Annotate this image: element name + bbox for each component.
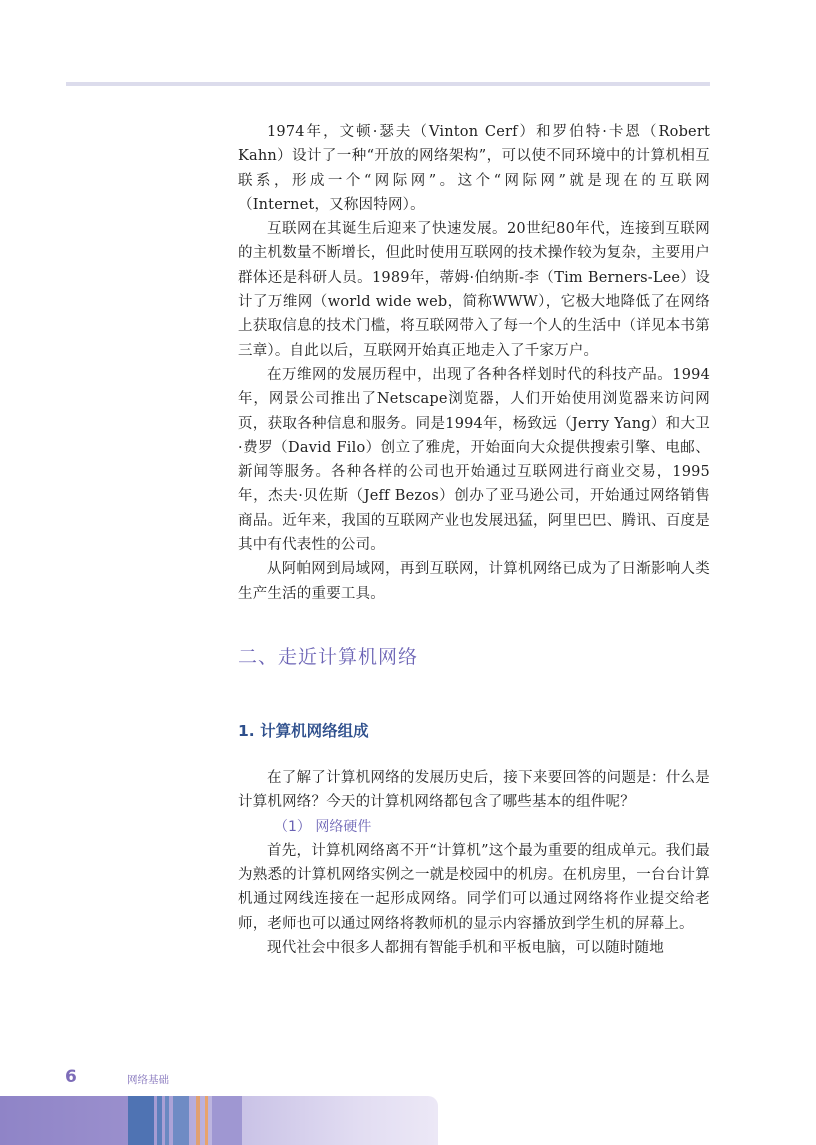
decor-bar <box>212 1096 242 1145</box>
header-rule <box>66 82 710 86</box>
decor-bar <box>173 1096 189 1145</box>
paragraph: 现代社会中很多人都拥有智能手机和平板电脑，可以随时随地 <box>267 940 664 957</box>
decor-bar <box>196 1096 200 1145</box>
body-text-bottom <box>238 766 710 960</box>
item-label: （1） 网络硬件 <box>274 818 372 835</box>
footer-decoration <box>0 1096 438 1145</box>
book-title: 网络基础 <box>127 1074 169 1086</box>
subsection-title: 1. 计算机网络组成 <box>238 722 369 740</box>
decor-bar <box>165 1096 169 1145</box>
paragraph: 从阿帕网到局域网，再到互联网，计算机网络已成为了日渐影响人类生产生活的重要工具。 <box>238 561 710 602</box>
page-number: 6 <box>65 1067 77 1087</box>
paragraph: 在了解了计算机网络的发展历史后，接下来要回答的问题是：什么是计算机网络？今天的计算机网络都包含了哪些基本的组件呢？ <box>238 770 710 811</box>
decor-bar <box>128 1096 154 1145</box>
paragraph: 1974年，文顿·瑟夫（Vinton Cerf）和罗伯特·卡恩（Robert Kahn）设计了一种“开放的网络架构”，可以使不同环境中的计算机相互联系，形成一个“网际网”。这个“网际网”就是现在的互联网（Internet，又称因特网）。 <box>238 124 710 213</box>
decor-bar <box>205 1096 208 1145</box>
paragraph: 在万维网的发展历程中，出现了各种各样划时代的科技产品。1994年，网景公司推出了Netscape浏览器，人们开始使用浏览器来访问网页，获取各种信息和服务。同是1994年，杨致远（Jerry Yang）和大卫·费罗（David Filo）创立了雅虎，开始面向大众提供搜索引擎、电邮、新闻等服务。各种各样的公司也开始通过互联网进行商业交易，1995年，杰夫·贝佐斯（Jeff Bezos）创办了亚马逊公司，开始通过网络销售商品。近年来，我国的互联网产业也发展迅猛，阿里巴巴、腾讯、百度是其中有代表性的公司。 <box>238 366 710 554</box>
section-title: 二、走近计算机网络 <box>238 646 419 668</box>
decor-bar <box>157 1096 162 1145</box>
body-text-top <box>238 120 710 606</box>
paragraph: 互联网在其诞生后迎来了快速发展。20世纪80年代，连接到互联网的主机数量不断增长，但此时使用互联网的技术操作较为复杂，主要用户群体还是科研人员。1989年，蒂姆·伯纳斯-李（Tim Berners-Lee）设计了万维网（world wide web，简称WWW），它极大地降低了在网络上获取信息的技术门槛，将互联网带入了每一个人的生活中（详见本书第三章）。自此以后，互联网开始真正地走入了千家万户。 <box>238 221 710 359</box>
paragraph: 首先，计算机网络离不开“计算机”这个最为重要的组成单元。我们最为熟悉的计算机网络实例之一就是校园中的机房。在机房里，一台台计算机通过网线连接在一起形成网络。同学们可以通过网络将作业提交给老师，老师也可以通过网络将教师机的显示内容播放到学生机的屏幕上。 <box>238 842 710 932</box>
